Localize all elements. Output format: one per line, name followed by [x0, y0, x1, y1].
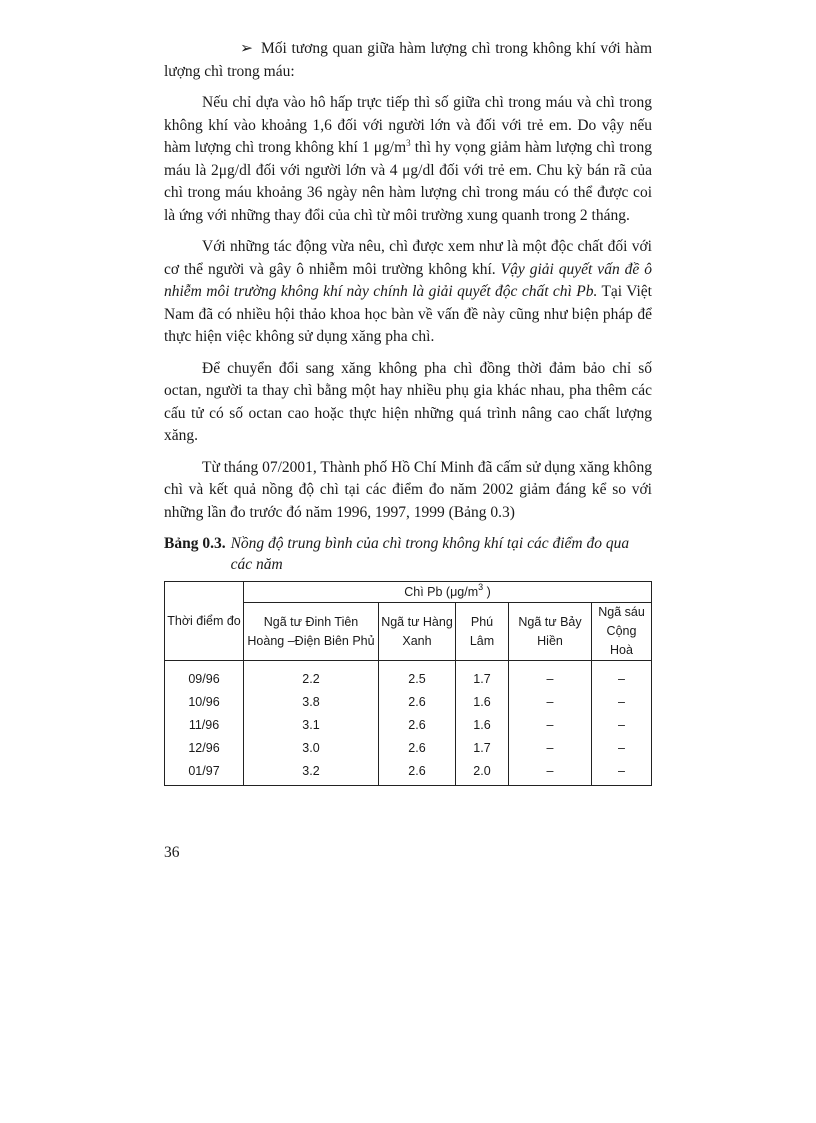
table-cell: 2.0 [456, 760, 509, 786]
table-row [165, 737, 652, 760]
table-cell: – [592, 714, 652, 737]
table-cell: 01/97 [165, 760, 244, 786]
table-cell: 3.8 [244, 691, 379, 714]
table-cell: 2.5 [379, 661, 456, 692]
table-cell: – [592, 760, 652, 786]
table-cell: 3.0 [244, 737, 379, 760]
table-cell: 3.1 [244, 714, 379, 737]
table-cell: 1.6 [456, 714, 509, 737]
paragraph-4: Từ tháng 07/2001, Thành phố Hồ Chí Minh đã cấm sử dụng xăng không chì và kết quả nồng độ chì tại các điểm đo năm 2002 giảm đáng kể so với những lần đo trước đó năm 1996, 1997, 1999 (Bảng 0.3) [164, 458, 652, 521]
table-cell: 1.7 [456, 737, 509, 760]
paragraph-2: Với những tác động vừa nêu, chì được xem như là một độc chất đối với cơ thể người và gây ô nhiễm môi trường không khí. Vậy giải quyết vấn đề ô nhiễm môi trường không khí này chính là giải quyết độc chất chì Pb. Tại Việt Nam đã có nhiều hội thảo khoa học bàn về vấn đề này cũng như biện pháp để thực hiện việc không sử dụng xăng pha chì. [164, 238, 652, 345]
table-cell: 1.6 [456, 691, 509, 714]
table-cell: 09/96 [165, 661, 244, 692]
table-caption-label: Bảng 0.3. [164, 535, 226, 552]
lead-concentration-table [164, 581, 652, 786]
table-cell: – [509, 737, 592, 760]
table-cell: 10/96 [165, 691, 244, 714]
table-cell: – [592, 661, 652, 692]
table-cell: 2.6 [379, 691, 456, 714]
column-header-bay-hien: Ngã tư Bảy Hiền [509, 603, 592, 661]
table-cell: 2.6 [379, 760, 456, 786]
page-body [164, 38, 652, 786]
table-cell: – [509, 661, 592, 692]
table-cell: – [509, 760, 592, 786]
table-row [165, 691, 652, 714]
column-header-phu-lam: Phú Lâm [456, 603, 509, 661]
paragraph-1: Nếu chỉ dựa vào hô hấp trực tiếp thì số giữa chì trong máu và chì trong không khí vào khoảng 1,6 đối với người lớn và đối với trẻ em. Do vậy nếu hàm lượng chì trong không khí 1 $\mu g/m^3$ thì hy vọng giảm hàm lượng chì trong máu là 2μg/dl đối với người lớn và 4 μg/dl đối với trẻ em. Chu kỳ bán rã của chì trong máu khoảng 36 ngày nên hàm lượng chì trong máu có thể được coi là ứng với những thay đổi của chì từ môi trường xung quanh trong 2 tháng. [164, 94, 652, 224]
table-cell: – [509, 714, 592, 737]
table-cell: 2.6 [379, 737, 456, 760]
page-number: 36 [164, 844, 180, 861]
paragraph-3: Để chuyển đổi sang xăng không pha chì đồng thời đảm bảo chỉ số octan, người ta thay chì bằng một hay nhiều phụ gia khác nhau, pha thêm các cấu tử có số octan cao hoặc thực hiện những quá trình nâng cao chất lượng xăng. [164, 359, 652, 444]
column-header-hang-xanh: Ngã tư Hàng Xanh [379, 603, 456, 661]
table-caption [164, 533, 652, 575]
table-row [165, 661, 652, 692]
bullet-paragraph: ➢ Mối tương quan giữa hàm lượng chì trong không khí với hàm lượng chì trong máu: [164, 40, 652, 80]
column-header-cong-hoa: Ngã sáu Cộng Hoà [592, 603, 652, 661]
table-row [165, 760, 652, 786]
group-header-lead: Chì Pb ($\mu g/m^3$ ) [244, 582, 652, 603]
table-cell: – [592, 737, 652, 760]
table-cell: 2.2 [244, 661, 379, 692]
column-header-time: Thời điểm đo [165, 582, 244, 661]
table-cell: – [592, 691, 652, 714]
arrow-bullet-icon: ➢ [240, 40, 253, 57]
table-cell: 3.2 [244, 760, 379, 786]
table-row [165, 714, 652, 737]
column-header-dinh-tien-hoang: Ngã tư Đinh Tiên Hoàng –Điện Biên Phủ [244, 603, 379, 661]
table-cell: 12/96 [165, 737, 244, 760]
table-cell: – [509, 691, 592, 714]
table-cell: 11/96 [165, 714, 244, 737]
table-caption-text: Nồng độ trung bình của chì trong không khí tại các điểm đo qua các năm [230, 535, 630, 573]
table-cell: 2.6 [379, 714, 456, 737]
table-cell: 1.7 [456, 661, 509, 692]
